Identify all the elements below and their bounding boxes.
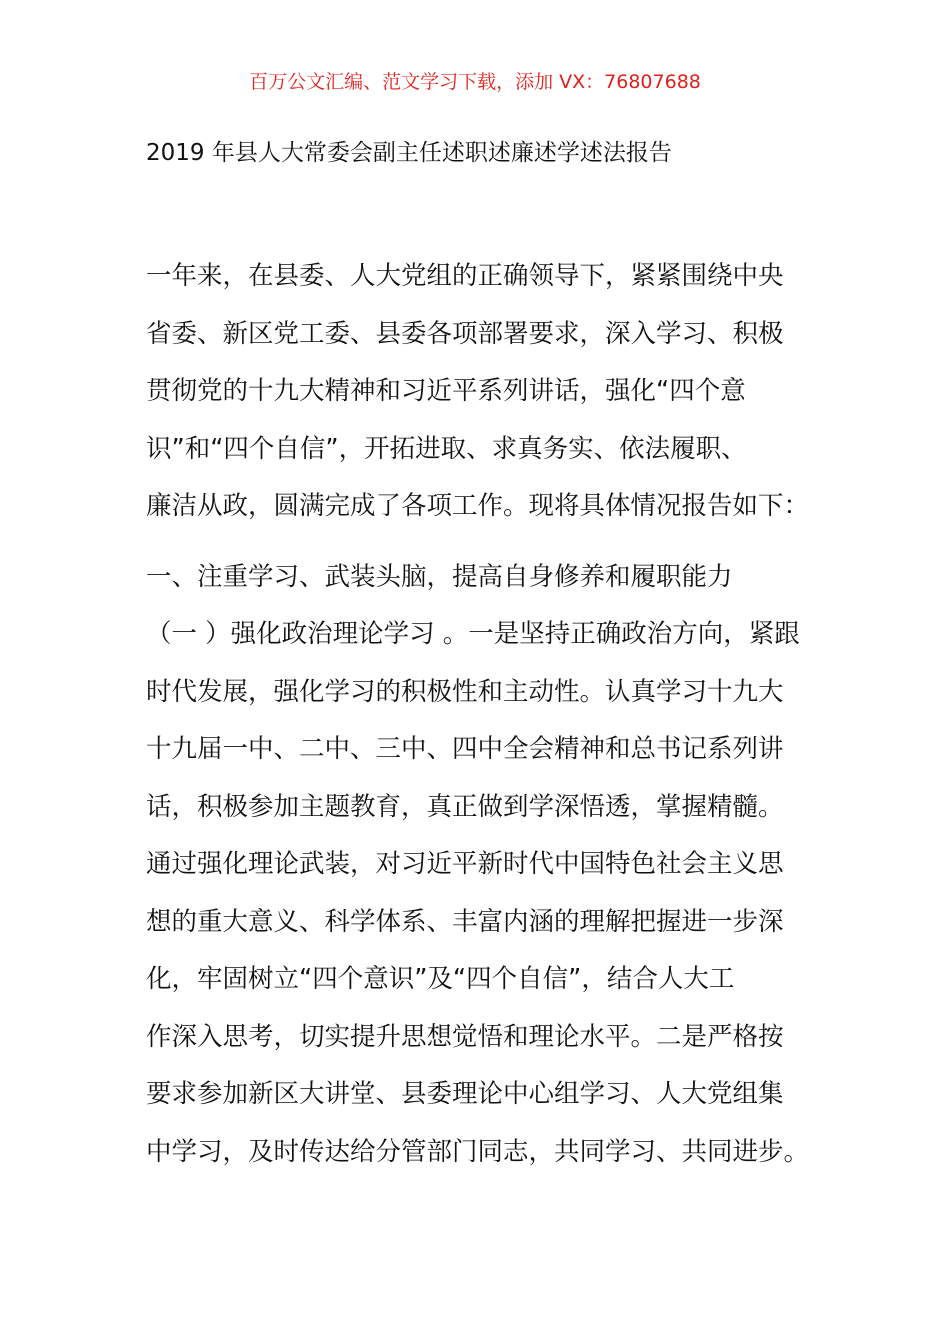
paragraph-line: 作深入思考，切实提升思想觉悟和理论水平。二是严格按: [146, 1021, 784, 1052]
paragraph-line: （一 ）强化政治理论学习 。一是坚持正确政治方向，紧跟: [146, 619, 800, 649]
paragraph-line: 贯彻党的十九大精神和习近平系列讲话，强化“四个意: [146, 376, 746, 406]
paragraph-line: 要求参加新区大讲堂、县委理论中心组学习、人大党组集: [146, 1079, 784, 1109]
intro-paragraph: [146, 248, 826, 536]
paragraph-line: 廉洁从政，圆满完成了各项工作。现将具体情况报告如下：: [146, 491, 810, 521]
paragraph-line: 想的重大意义、科学体系、丰富内涵的理解把握进一步深: [146, 906, 784, 937]
section-heading: 一、注重学习、武装头脑，提高自身修养和履职能力: [146, 562, 733, 592]
paragraph-line: 一年来，在县委、人大党组的正确领导下，紧紧围绕中央: [146, 261, 784, 291]
paragraph-line: 时代发展，强化学习的积极性和主动性。认真学习十九大: [146, 676, 784, 707]
paragraph-line: 中学习，及时传达给分管部门同志，共同学习、共同进步。: [146, 1136, 810, 1167]
paragraph-line: 通过强化理论武装，对习近平新时代中国特色社会主义思: [146, 849, 784, 879]
paragraph-line: 话，积极参加主题教育，真正做到学深悟透，掌握精髓。: [146, 791, 784, 822]
document-title: 2019 年县人大常委会副主任述职述廉述学述法报告: [146, 140, 672, 166]
paragraph-line: 化，牢固树立“四个意识”及“四个自信”，结合人大工: [146, 964, 735, 994]
paragraph-line: 识”和“四个自信”，开拓进取、求真务实、依法履职、: [146, 433, 747, 464]
paragraph-line: 十九届一中、二中、三中、四中全会精神和总书记系列讲: [146, 734, 784, 764]
section-1-paragraph: [146, 606, 826, 1181]
paragraph-line: 省委、新区党工委、县委各项部署要求，深入学习、积极: [146, 318, 784, 349]
header-watermark-note: 百万公文汇编、范文学习下载，添加 VX：76807688: [249, 71, 701, 93]
